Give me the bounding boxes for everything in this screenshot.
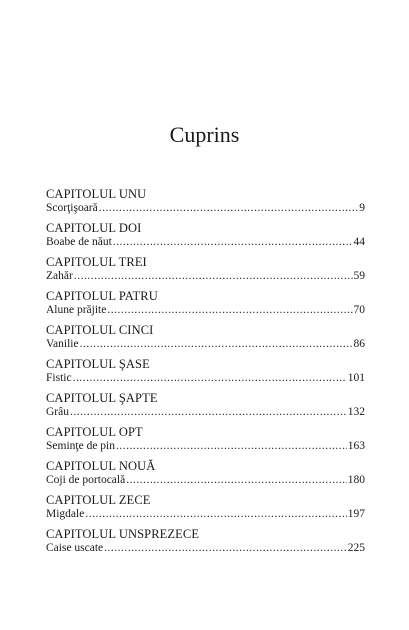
dot-leader [116, 439, 347, 454]
page-number: 59 [353, 270, 365, 282]
chapter-line [46, 439, 365, 454]
page-title: Cuprins [169, 122, 240, 147]
chapter-name: Seminţe de pin [46, 440, 115, 452]
toc-entry [46, 527, 365, 561]
dot-leader [99, 201, 359, 216]
toc-entry [46, 255, 365, 289]
chapter-line [46, 303, 365, 318]
chapter-name: Fistic [46, 372, 72, 384]
chapter-name: Vanilie [46, 338, 79, 350]
dot-leader [73, 371, 347, 386]
toc-entry [46, 221, 365, 255]
chapter-name: Coji de portocală [46, 474, 126, 486]
chapter-heading: CAPITOLUL OPT [46, 425, 143, 439]
chapter-line [46, 507, 365, 522]
dot-leader [70, 405, 347, 420]
page-number: 9 [359, 202, 365, 214]
toc-entry [46, 493, 365, 527]
chapter-heading: CAPITOLUL PATRU [46, 289, 158, 303]
chapter-line [46, 473, 365, 488]
dot-leader [104, 541, 347, 556]
page-number: 70 [353, 304, 365, 316]
chapter-line [46, 405, 365, 420]
chapter-heading: CAPITOLUL DOI [46, 221, 142, 235]
chapter-line [46, 337, 365, 352]
chapter-line [46, 235, 365, 250]
page-number: 44 [353, 236, 365, 248]
page-number: 86 [353, 338, 365, 350]
page-number: 180 [347, 474, 365, 486]
chapter-line [46, 371, 365, 386]
table-of-contents [46, 187, 365, 561]
chapter-line [46, 201, 365, 216]
toc-entry [46, 357, 365, 391]
toc-entry [46, 323, 365, 357]
chapter-heading: CAPITOLUL TREI [46, 255, 147, 269]
chapter-name: Alune prăjite [46, 304, 107, 316]
page-number: 163 [347, 440, 365, 452]
dot-leader [107, 303, 352, 318]
chapter-name: Migdale [46, 508, 85, 520]
chapter-heading: CAPITOLUL CINCI [46, 323, 154, 337]
chapter-heading: CAPITOLUL NOUĂ [46, 459, 156, 473]
dot-leader [113, 235, 353, 250]
chapter-heading: CAPITOLUL ZECE [46, 493, 151, 507]
toc-entry [46, 459, 365, 493]
chapter-heading: CAPITOLUL ŞAPTE [46, 391, 158, 405]
page-number: 225 [347, 542, 365, 554]
chapter-heading: CAPITOLUL UNU [46, 187, 147, 201]
chapter-heading: CAPITOLUL ŞASE [46, 357, 150, 371]
chapter-name: Grâu [46, 406, 69, 418]
dot-leader [85, 507, 346, 522]
chapter-heading: CAPITOLUL UNSPREZECE [46, 527, 200, 541]
page-number: 101 [347, 372, 365, 384]
chapter-name: Caise uscate [46, 542, 104, 554]
chapter-name: Scorţişoară [46, 202, 98, 214]
dot-leader [126, 473, 347, 488]
toc-entry [46, 391, 365, 425]
chapter-name: Boabe de năut [46, 236, 112, 248]
chapter-line [46, 269, 365, 284]
dot-leader [74, 269, 353, 284]
chapter-line [46, 541, 365, 556]
dot-leader [80, 337, 353, 352]
page-number: 197 [347, 508, 365, 520]
toc-entry [46, 289, 365, 323]
toc-entry [46, 425, 365, 459]
chapter-name: Zahăr [46, 270, 73, 282]
toc-entry [46, 187, 365, 221]
page-number: 132 [347, 406, 365, 418]
